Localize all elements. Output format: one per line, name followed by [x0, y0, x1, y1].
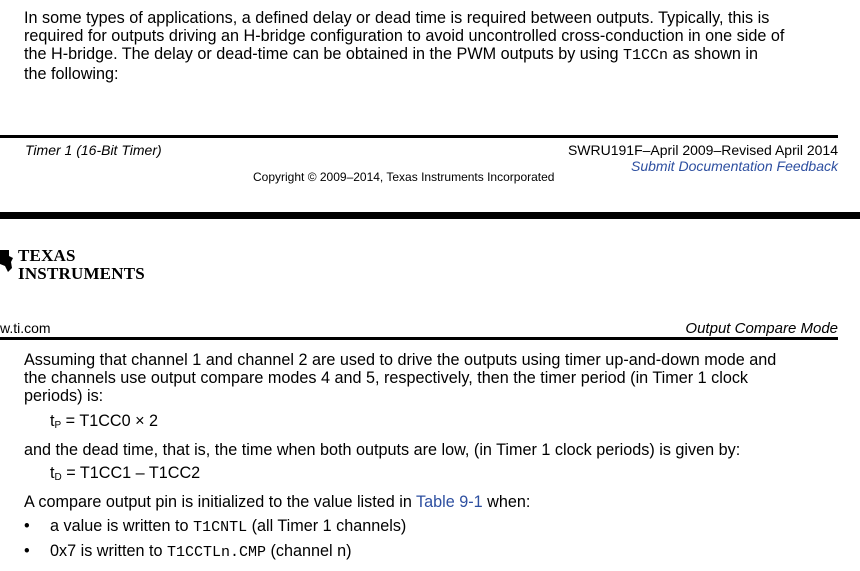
line3-text-pre: the H-bridge. The delay or dead-time can be obtained in the PWM outputs by using [24, 45, 623, 63]
register-code-t1cctln-cmp: T1CCTLn.CMP [166, 544, 266, 561]
page2-header-rule [0, 337, 838, 340]
copyright-notice: Copyright © 2009–2014, Texas Instruments Incorporated [253, 170, 555, 184]
para3-post: when: [482, 493, 531, 511]
page2-para1 [24, 351, 854, 405]
page2-para1-line1: Assuming that channel 1 and channel 2 are used to drive the outputs using timer up-and-down mode and [24, 351, 777, 369]
bullet1-post: (all Timer 1 channels) [247, 517, 407, 535]
page2-para2: and the dead time, that is, the time when both outputs are low, (in Timer 1 clock periods) is given by: [24, 441, 741, 459]
eq2-var: t [50, 464, 55, 482]
eq2-sub: D [54, 472, 62, 483]
ti-logo-line2: INSTRUMENTS [18, 264, 145, 283]
table-9-1-link[interactable]: Table 9-1 [416, 493, 483, 511]
eq1-sub: P [54, 420, 62, 431]
eq1-rhs: = T1CC0 × 2 [61, 412, 159, 430]
page1-footer-doc-id: SWRU191F–April 2009–Revised April 2014 [567, 142, 838, 158]
page1-paragraph-line4: the following: [24, 65, 119, 83]
bullet-text [50, 542, 351, 562]
page1-paragraph-line1: In some types of applications, a defined delay or dead time is required between outputs. Typically, this is [24, 9, 770, 27]
ti-logo [0, 244, 150, 284]
register-code-t1cntl: T1CNTL [193, 519, 248, 536]
page1-paragraph-line3 [24, 45, 854, 65]
bullet2-pre: 0x7 is written to [50, 542, 167, 560]
page1-footer-section: Timer 1 (16-Bit Timer) [25, 142, 162, 158]
page2-para1-line2: the channels use output compare modes 4 and 5, respectively, then the timer period (in Timer 1 clock [24, 369, 749, 387]
page2-para1-line3: periods) is: [24, 387, 104, 405]
bullet-text [50, 517, 406, 537]
bullet1-pre: a value is written to [50, 517, 194, 535]
page2-header-site: w.ti.com [0, 320, 51, 336]
submit-feedback-link[interactable]: Submit Documentation Feedback [631, 158, 838, 174]
ti-logo-line1: TEXAS [18, 246, 76, 265]
page1-paragraph-line2: required for outputs driving an H-bridge configuration to avoid uncontrolled cross-conduction in one side of [24, 27, 785, 45]
eq1-var: t [50, 412, 55, 430]
bullet2-post: (channel n) [266, 542, 352, 560]
line3-text-post: as shown in [668, 45, 758, 63]
page1-paragraph [24, 9, 854, 83]
equation-period [50, 412, 158, 435]
bullet-icon: • [24, 517, 30, 535]
page1-footer-rule [0, 135, 838, 138]
bullet-icon: • [24, 542, 30, 560]
page-separator [0, 212, 860, 219]
register-code-t1ccn: T1CCn [623, 47, 669, 64]
para3-pre: A compare output pin is initialized to the value listed in [24, 493, 417, 511]
page2-header-section: Output Compare Mode [685, 320, 838, 337]
page2-para3 [24, 493, 530, 511]
equation-dead-time [50, 464, 200, 487]
eq2-rhs: = T1CC1 – T1CC2 [61, 464, 201, 482]
ti-state-icon [0, 248, 14, 274]
